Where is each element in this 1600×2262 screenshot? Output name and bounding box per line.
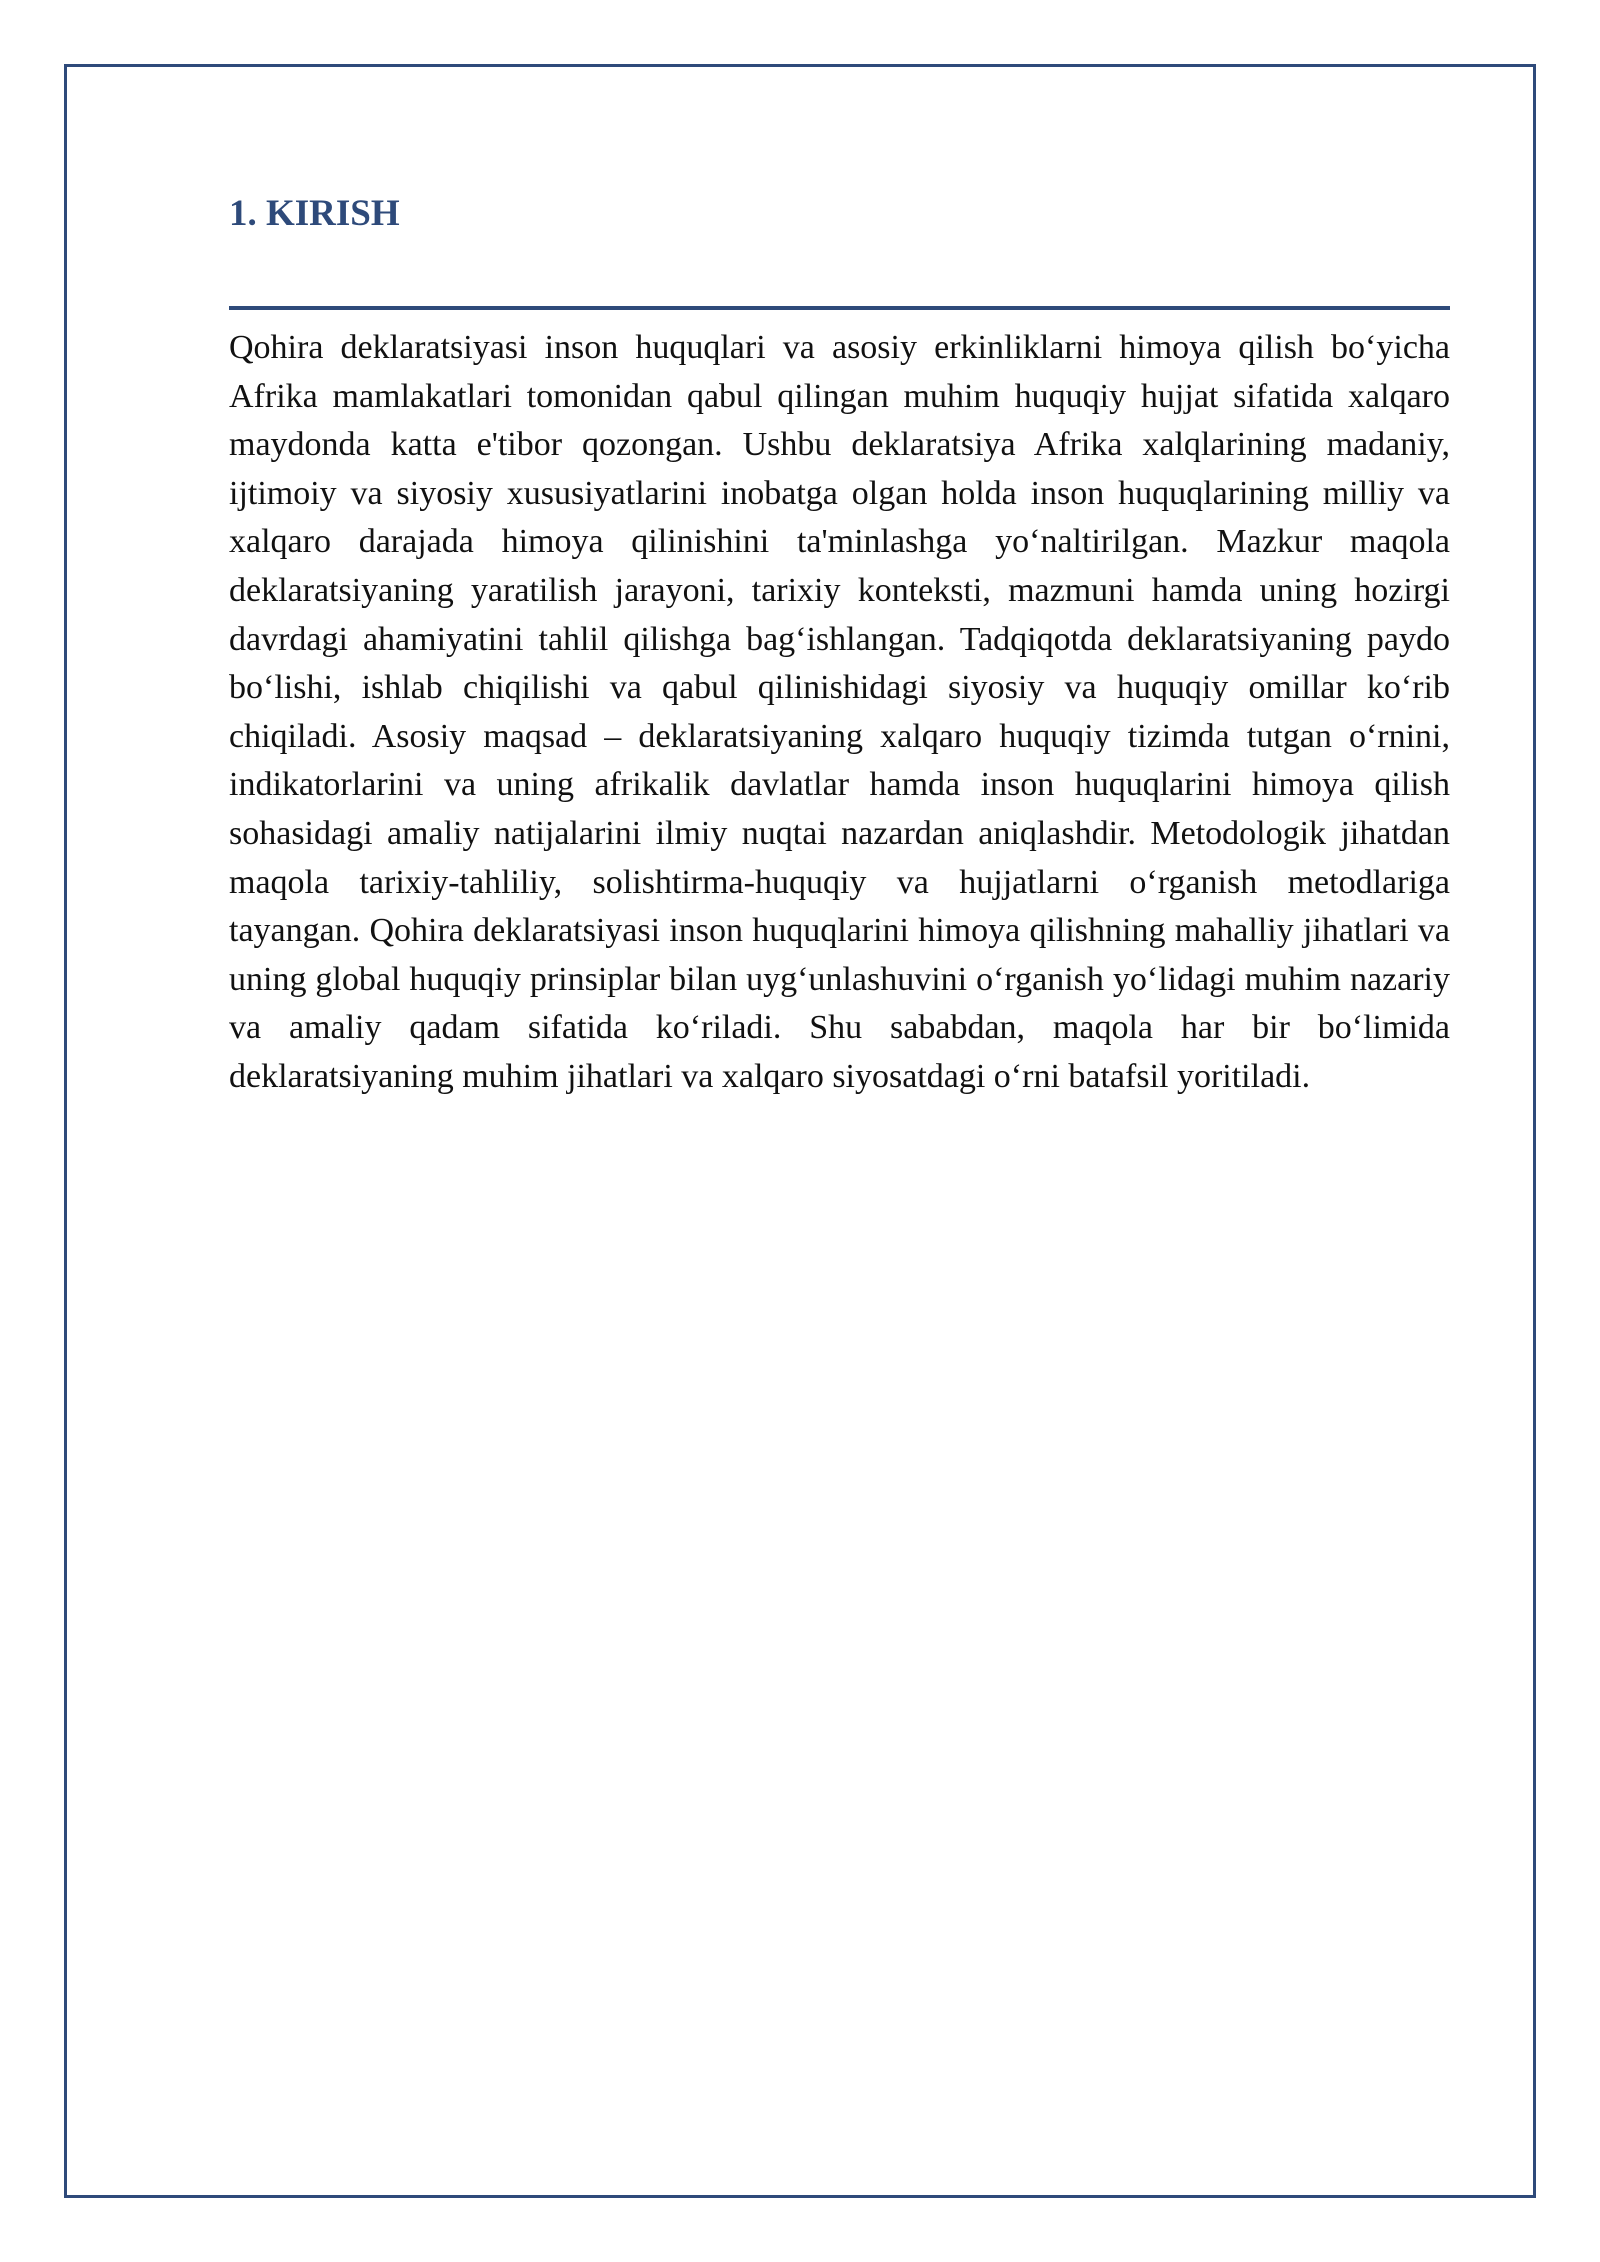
document-content xyxy=(229,190,1450,1136)
section-heading: 1. KIRISH xyxy=(229,193,400,234)
body-paragraph: Qohira deklaratsiyasi inson huquqlari va asosiy erkinliklarni himoya qilish bo‘yicha Afrika mamlakatlari tomonidan qabul qilingan muhim huquqiy hujjat sifatida xalqaro maydonda katta e'tibor qozongan. Ushbu deklaratsiya Afrika xalqlarining madaniy, ijtimoiy va siyosiy xususiyatlarini inobatga olgan holda inson huquqlarining milliy va xalqaro darajada himoya qilinishini ta'minlashga yo‘naltirilgan. Mazkur maqola deklaratsiyaning yaratilish jarayoni, tarixiy konteksti, mazmuni hamda uning hozirgi davrdagi ahamiyatini tahlil qilishga bag‘ishlangan. Tadqiqotda deklaratsiyaning paydo bo‘lishi, ishlab chiqilishi va qabul qilinishidagi siyosiy va huquqiy omillar ko‘rib chiqiladi. Asosiy maqsad – deklaratsiyaning xalqaro huquqiy tizimda tutgan o‘rnini, indikatorlarini va uning afrikalik davlatlar hamda inson huquqlarini himoya qilish sohasidagi amaliy natijalarini ilmiy nuqtai nazardan aniqlashdir. Metodologik jihatdan maqola tarixiy-tahliliy, solishtirma-huquqiy va hujjatlarni o‘rganish metodlariga tayangan. Qohira deklaratsiyasi inson huquqlarini himoya qilishning mahalliy jihatlari va uning global huquqiy prinsiplar bilan uyg‘unlashuvini o‘rganish yo‘lidagi muhim nazariy va amaliy qadam sifatida ko‘riladi. Shu sababdan, maqola har bir bo‘limida deklaratsiyaning muhim jihatlari va xalqaro siyosatdagi o‘rni batafsil yoritiladi. xyxy=(229,329,1450,1095)
heading-divider xyxy=(229,306,1450,310)
